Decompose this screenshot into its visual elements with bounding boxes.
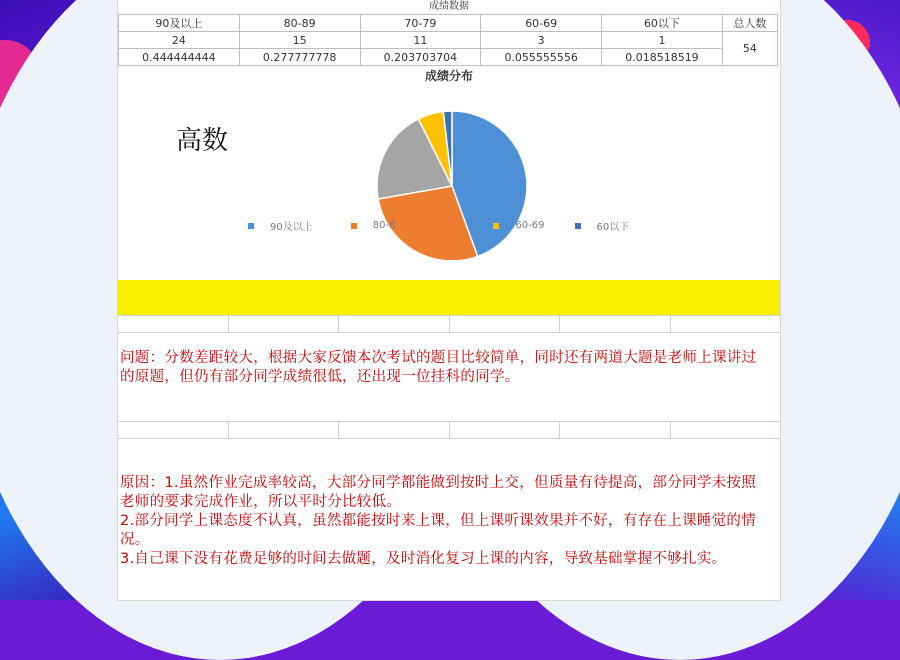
header-cell: 80-89 xyxy=(239,15,360,32)
table-title: 成绩数据 xyxy=(429,1,469,12)
legend-swatch xyxy=(575,223,581,229)
fraction-cell: 0.203703704 xyxy=(360,49,481,66)
header-cell: 90及以上 xyxy=(119,15,240,32)
reason-line: 2.部分同学上课态度不认真，虽然都能按时来上课，但上课听课效果并不好，有存在上课睡觉的情况。 xyxy=(120,513,757,548)
header-cell: 60以下 xyxy=(602,15,723,32)
count-cell: 3 xyxy=(481,32,602,49)
legend-item xyxy=(575,218,630,233)
problem-paragraph: 问题：分数差距较大，根据大家反馈本次考试的题目比较简单，同时还有两道大题是老师上课讲过的原题，但仍有部分同学成绩很低，还出现一位挂科的同学。 xyxy=(120,350,757,385)
subject-label: 高数 xyxy=(176,126,229,156)
reason-paragraph xyxy=(120,474,770,569)
chart-title: 成绩分布 xyxy=(424,69,473,83)
empty-table-row xyxy=(118,315,780,333)
legend-swatch xyxy=(351,223,357,229)
highlight-bar xyxy=(118,280,780,315)
empty-table-row xyxy=(118,421,780,439)
fraction-cell: 0.018518519 xyxy=(602,49,723,66)
header-cell: 70-79 xyxy=(360,15,481,32)
total-cell: 54 xyxy=(722,32,777,66)
legend-label: 80-8 xyxy=(372,220,396,231)
header-cell: 60-69 xyxy=(481,15,602,32)
fraction-cell: 0.444444444 xyxy=(119,49,240,66)
document-panel xyxy=(118,0,780,600)
count-cell: 24 xyxy=(119,32,240,49)
legend-item xyxy=(433,218,544,233)
reason-line: 原因：1.虽然作业完成率较高，大部分同学都能做到按时上交，但质量有待提高，部分同学未按照老师的要求完成作业，所以平时分比较低。 xyxy=(120,475,757,510)
legend-label: 60以下 xyxy=(596,222,630,233)
count-cell: 1 xyxy=(602,32,723,49)
header-cell: 总人数 xyxy=(722,15,777,32)
legend-item xyxy=(351,218,396,233)
legend-label: 90及以上 xyxy=(270,222,313,233)
fraction-cell: 0.055555556 xyxy=(481,49,602,66)
legend-swatch xyxy=(493,223,499,229)
fraction-cell: 0.277777778 xyxy=(239,49,360,66)
count-cell: 15 xyxy=(239,32,360,49)
reason-line: 3.自己课下没有花费足够的时间去做题，及时消化复习上课的内容，导致基础掌握不够扎实。 xyxy=(120,551,727,567)
count-cell: 11 xyxy=(360,32,481,49)
chart-legend xyxy=(248,218,667,233)
legend-item xyxy=(248,218,313,233)
legend-swatch xyxy=(248,223,254,229)
legend-label: 60-69 xyxy=(515,220,545,231)
